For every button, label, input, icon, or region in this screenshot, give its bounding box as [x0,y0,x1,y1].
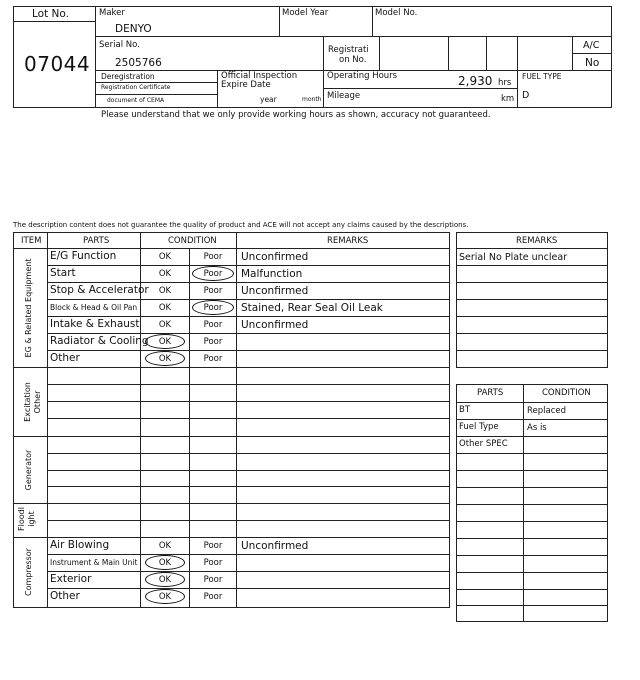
registration-certificate-label: Registration Certificate [101,84,171,91]
col-condition: CONDITION [168,236,217,246]
col-remarks: REMARKS [327,236,369,246]
section-other-label: Other [33,390,42,414]
condition-ok: OK [158,354,172,364]
remark-row: Serial No Plate unclear [459,252,568,263]
remark-text: Unconfirmed [241,285,309,297]
condition-ok: OK [158,303,172,313]
condition-poor: Poor [203,541,223,551]
section-eg-related-equipment: EG & Related Equipment [24,258,33,358]
condition-circle-poor [192,266,234,281]
condition-ok: OK [158,269,172,279]
inspection-label: Official Inspection [221,71,298,81]
remark-text: Unconfirmed [241,540,309,552]
part-name: Block & Head & Oil Pan [50,303,138,312]
remark-text: Stained, Rear Seal Oil Leak [241,302,383,314]
remarks-header: REMARKS [516,236,558,246]
cema-label: document of CEMA [107,97,165,104]
parts-col-parts: PARTS [477,388,504,398]
operating-hours-value: 2,930 [458,74,493,88]
remark-text: Unconfirmed [241,251,309,263]
condition-ok: OK [158,592,172,602]
condition-ok: OK [158,558,172,568]
part-name: Other [50,590,80,602]
part-name: E/G Function [50,250,117,262]
condition-poor: Poor [203,252,223,262]
remark-text: Unconfirmed [241,319,309,331]
section-floodlight-label: Floodl [17,507,26,531]
serial-label: Serial No. [99,40,140,50]
condition-ok: OK [158,541,172,551]
condition-circle-ok [145,351,185,366]
working-hours-note: Please understand that we only provide working hours as shown, accuracy not guaranteed. [101,110,491,120]
part-name: Start [50,267,76,279]
inspection-label-2: Expire Date [221,80,271,90]
condition-circle-ok [145,334,185,349]
condition-ok: OK [158,337,172,347]
condition-circle-ok [145,589,185,604]
operating-hours-label: Operating Hours [327,71,398,81]
condition-ok: OK [158,286,172,296]
col-parts: PARTS [83,236,110,246]
lot-number: 07044 [24,52,91,76]
part-name: Exterior [50,573,92,585]
year-label: year [260,95,277,104]
condition-ok: OK [158,575,172,585]
part-name: Other [50,352,80,364]
registration-label: Registrati [328,45,369,55]
parts-row-bt: BT [459,405,471,415]
mileage-label: Mileage [327,91,361,101]
fuel-type-value: D [522,90,530,101]
fuel-type-label: FUEL TYPE [522,72,562,81]
registration-label-2: on No. [339,55,367,65]
condition-circle-poor [192,300,234,315]
part-name: Air Blowing [50,539,110,551]
serial-value: 2505766 [115,57,162,69]
disclaimer: The description content does not guarantee the quality of product and ACE will not accept any claims caused by the descriptions. [13,221,469,229]
section-generator: Generator [24,449,33,491]
km-label: km [501,94,515,104]
hrs-label: hrs [498,78,512,88]
condition-poor: Poor [203,592,223,602]
ac-value: No [585,57,600,69]
part-name: Instrument & Main Unit [50,558,138,567]
part-name: Intake & Exhaust [50,318,140,330]
condition-poor: Poor [203,575,223,585]
parts-row-fuel-type: Fuel Type [459,422,499,432]
section-floodlight-label-2: ight [27,511,36,527]
parts-row-other-spec: Other SPEC [459,439,508,449]
condition-poor: Poor [203,286,223,296]
condition-circle-ok [145,555,185,570]
condition-poor: Poor [203,354,223,364]
condition-ok: OK [158,320,172,330]
ac-label: A/C [583,40,600,51]
maker-label: Maker [99,8,125,18]
parts-row-bt-condition: Replaced [527,406,567,416]
remark-text: Malfunction [241,268,303,280]
month-label: month [302,96,322,103]
condition-poor: Poor [203,269,223,279]
condition-ok: OK [158,252,172,262]
model-no-label: Model No. [375,8,418,18]
condition-poor: Poor [203,337,223,347]
condition-poor: Poor [203,303,223,313]
lot-label: Lot No. [32,8,69,20]
maker-value: DENYO [115,23,152,35]
part-name: Radiator & Cooling [50,335,149,347]
model-year-label: Model Year [282,8,329,18]
condition-circle-ok [145,572,185,587]
col-item: ITEM [21,236,42,246]
parts-row-fuel-type-condition: As is [527,423,547,433]
section-excitation-label: Excitation [23,382,32,422]
parts-col-condition: CONDITION [542,388,591,398]
part-name: Stop & Accelerator [50,284,149,296]
condition-poor: Poor [203,320,223,330]
deregistration-label: Deregistration [101,72,155,81]
condition-poor: Poor [203,558,223,568]
section-compressor: Compressor [24,548,33,596]
